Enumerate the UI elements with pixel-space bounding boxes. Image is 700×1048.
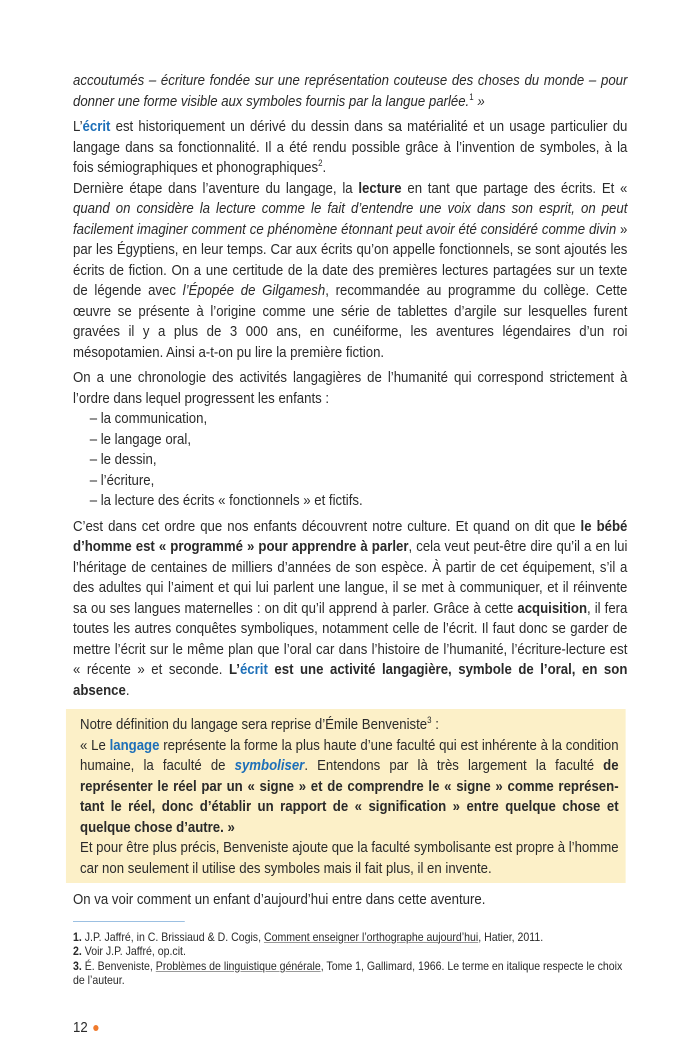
text-run: , il fera toutes les autres conquêtes symboliques, notamment celle de l’écrit. Il faut donc se garder de mettre l’écrit sur le même plan que l’oral car dans l’histoire de l’humanité, l’écriture-lecture est « récente » et seconde. — [73, 599, 628, 678]
list-item: – la communication, — [89, 410, 208, 427]
text-run: 2. — [73, 944, 82, 958]
footnote-separator — [73, 921, 185, 922]
text-run: Notre définition du langage sera reprise d’Émile Benveniste — [80, 716, 428, 733]
text-run: . Entendons par là très largement la faculté — [304, 757, 604, 774]
paragraphs-top — [73, 71, 627, 409]
text-run: l’Épopée de Gilgamesh — [182, 282, 326, 299]
text-run: , Hatier, 2011. — [478, 929, 544, 944]
paragraphs-middle — [73, 517, 627, 702]
text-run: Dernière étape dans l’aventure du langage, la — [73, 179, 359, 197]
text-run: représente la forme la plus haute d’une faculté qui est inhérente à la condition humaine, la faculté de — [80, 736, 619, 774]
text-run: . — [125, 681, 130, 699]
page-number: 12 — [73, 1018, 88, 1036]
text-run: Comment enseigner l’orthographe aujourd’hui — [263, 929, 479, 944]
text-run: L’ — [228, 661, 240, 678]
footnote-ref: 2 — [318, 158, 323, 168]
text-run: langage — [109, 736, 160, 754]
text-run: . — [322, 159, 327, 176]
text-run: 1. — [73, 929, 82, 944]
list-item: – le langage oral, — [89, 430, 192, 448]
list-item: – la lecture des écrits « fonctionnels » et fictifs. — [89, 492, 363, 509]
text-run: lecture — [358, 179, 402, 197]
paragraph — [73, 179, 627, 364]
text-run: « Le — [80, 736, 110, 754]
closing-text: On va voir comment un enfant d’aujourd’hui entre dans cette aventure. — [73, 891, 486, 908]
paragraph — [73, 368, 627, 409]
list-item: – le dessin, — [89, 451, 157, 468]
text-run: Problèmes de linguistique générale — [155, 958, 321, 973]
text-run: Et pour être plus précis, Benveniste ajoute que la faculté symbolisante est propre à l’homme car non seulement il utilise des symboles mais il fait plus, il en invente. — [80, 839, 619, 877]
text-run: écrit — [82, 118, 111, 135]
text-run: » par les Égyptiens, en leur temps. Car aux écrits qu’on appelle fonctionnels, se sont ajoutés les écrits de fiction. On a une certitude de la date des premières lectures partagées sur un texte de légende avec — [73, 220, 628, 299]
paragraph — [73, 71, 627, 112]
text-run: J.P. Jaffré, in C. Brissiaud & D. Cogis, — [81, 929, 264, 944]
text-run: Voir J.P. Jaffré, op.cit. — [81, 944, 186, 958]
text-run: É. Benveniste, — [81, 958, 156, 973]
page-body — [73, 0, 627, 1048]
text-run: quand on considère la lecture comme le fait d’entendre une voix dans son esprit, on peut facilement imaginer comment ce phénomène étonnant peut avoir été considéré comme divin — [73, 200, 628, 238]
text-run: : — [431, 716, 439, 733]
footnote-ref: 3 — [427, 715, 432, 725]
definition-paragraph — [80, 715, 619, 736]
page-footer — [73, 1018, 627, 1048]
paragraph — [73, 517, 627, 702]
footnote — [73, 959, 627, 988]
text-run: , Tome 1, Gallimard, 1966. Le terme en italique respecte le choix de l’auteur. — [73, 958, 623, 987]
text-run: en tant que partage des écrits. Et « — [401, 179, 628, 197]
footnote-ref: 1 — [469, 91, 474, 102]
chronology-list — [73, 409, 627, 512]
paragraph — [73, 117, 627, 179]
text-run: 3. — [73, 958, 82, 973]
text-run: On a une chronologie des activités langagières de l’humanité qui correspond strictement à l’ordre dans lequel progressent les enfants : — [73, 369, 628, 407]
text-run: le bébé d’homme est « programmé » pour apprendre à parler — [73, 517, 628, 555]
definition-box — [66, 709, 626, 883]
text-run: » — [473, 92, 485, 110]
definition-paragraph — [80, 736, 619, 839]
text-run: est historiquement un dérivé du dessin dans sa matérialité et un usage particulier du langage dans sa fonctionnalité. Il a été rendu possible grâce à l’invention de symboles, à la fois sémiographiques et phonographiques — [73, 118, 628, 176]
footnote — [73, 930, 627, 945]
text-run: acquisition — [517, 599, 588, 617]
text-run: , cela veut peut-être dire qu’il a en lui l’héritage de centaines de milliers d’années de son espèce. À partir de cet équipement, s’il a des adultes qui l’aiment et qui lui parlent une langue, il se met à communiquer, et il réinvente sa ou ses langues maternelles : on dit qu’il apprend à parler. Grâce à cette — [73, 538, 628, 617]
text-run: de représenter le réel par un « signe » et de comprendre le « signe » comme représentant le réel, donc d’établir un rapport de « signification » entre quelque chose et quelque chose d’autre. » — [80, 757, 619, 836]
text-run: , recommandée au programme du collège. Cette œuvre se présente à l’origine comme une série de tablettes d’argile sur lesquelles furent gravées il y a plus de 3 000 ans, en cunéiforme, les aventures légendaires d’un roi mésopotamien. Ainsi a-t-on pu lire la première fiction. — [73, 282, 628, 361]
list-item: – l’écriture, — [89, 471, 155, 489]
text-run: accoutumés – écriture fondée sur une représentation couteuse des choses du monde – pour donner une forme visible aux symboles fournis par la langue parlée. — [73, 72, 628, 110]
definition-paragraph — [80, 838, 619, 879]
text-run: C’est dans cet ordre que nos enfants découvrent notre culture. Et quand on dit que — [73, 517, 581, 535]
text-run: symboliser — [234, 757, 305, 774]
footnote — [73, 944, 627, 959]
text-run: L’ — [73, 118, 83, 135]
text-run: écrit — [239, 661, 268, 678]
page-dot-icon — [93, 1025, 98, 1031]
text-run: est une activité langagière, symbole de l’oral, en son absence — [73, 661, 628, 699]
footnotes — [73, 930, 627, 988]
